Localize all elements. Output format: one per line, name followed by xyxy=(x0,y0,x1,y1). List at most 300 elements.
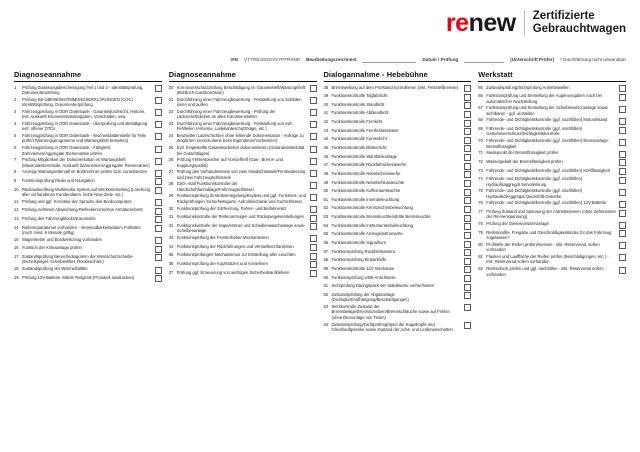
item-checkbox[interactable] xyxy=(310,270,317,277)
item-checkbox[interactable] xyxy=(464,128,471,135)
item-number: 27 xyxy=(168,169,174,175)
item-number: 22 xyxy=(168,108,174,114)
item-checkbox[interactable] xyxy=(619,168,626,175)
item-checkbox[interactable] xyxy=(464,189,471,196)
item-checkbox[interactable] xyxy=(310,223,317,230)
item-number: 41 xyxy=(323,110,329,116)
list-item xyxy=(324,128,472,136)
item-checkbox[interactable] xyxy=(619,139,626,146)
item-text: Prüfung Möglichkeit der Dokumentation im Wartungsheft (Maximalerkennstufe, Auskunft Zahnriemen/Aggregater Riemenarten) xyxy=(22,157,150,168)
item-text: Funktionskontrolle Signalhorn xyxy=(331,240,387,246)
checklist-items xyxy=(478,85,626,278)
item-number: 28 xyxy=(168,181,174,187)
item-text: Funktionsprüfungen Mechanismus zur Einstellung aller Leuchten xyxy=(176,252,296,258)
item-text: Reifendruck prüfen und ggf. nachfüllen - inkl. Reserverad sofern vorhanden xyxy=(486,266,604,277)
item-checkbox[interactable] xyxy=(464,266,471,273)
item-number: 30 xyxy=(168,205,174,211)
item-checkbox[interactable] xyxy=(155,275,162,282)
column-title: Dialogannahme - Hebebühne xyxy=(324,70,472,82)
column-title: Diagnoseannahme xyxy=(169,70,317,82)
item-number: 64 xyxy=(323,321,329,327)
item-checkbox[interactable] xyxy=(464,304,471,311)
item-checkbox[interactable] xyxy=(464,137,471,144)
item-number: 43 xyxy=(323,127,329,133)
item-number: 34 xyxy=(168,243,174,249)
item-number: 12 xyxy=(14,207,19,213)
item-checkbox[interactable] xyxy=(619,151,626,158)
item-checkbox[interactable] xyxy=(155,85,162,92)
item-number: 75 xyxy=(478,188,483,194)
item-text: Prüfung ggf. Erneuerung von wichtigen Sicherheitsaufklebern xyxy=(176,269,290,275)
item-number: 18 xyxy=(14,266,19,272)
list-item xyxy=(478,188,626,199)
item-text: Funktionskontrolle Abblendlicht xyxy=(331,110,389,116)
item-checkbox[interactable] xyxy=(155,97,162,104)
item-number: 69 xyxy=(478,126,483,131)
list-item xyxy=(169,261,317,269)
item-checkbox[interactable] xyxy=(464,145,471,152)
list-item xyxy=(324,197,472,205)
item-text: Führende- und Dichtigkeitskontrolle (ggf. nachfüllen) Hydrauliköl/Aggregat Quickshift-Getriebe xyxy=(486,188,583,199)
item-text: Korrosionsschutzprüfung Beschädigung im Garantieheft/Wartungsheft (Bohlloch-/Lackkorrosion) xyxy=(176,84,306,95)
list-item xyxy=(169,223,317,234)
item-checkbox[interactable] xyxy=(155,170,162,177)
item-checkbox[interactable] xyxy=(155,237,162,244)
item-checkbox[interactable] xyxy=(619,118,626,125)
list-item xyxy=(14,225,162,236)
item-number: 32 xyxy=(168,222,174,228)
item-number: 60 xyxy=(323,274,329,280)
list-item xyxy=(169,244,317,252)
brand-tagline xyxy=(533,10,626,36)
list-item xyxy=(14,97,162,108)
item-text: Prüfung 12V-Batterie mittels Testgerät (Protokoll ausdrucken) xyxy=(22,274,135,280)
item-text: Gebr.-stall Funktionskontrolle der Handschuhfachablage/Fahrzeugschlüssel xyxy=(176,181,254,192)
item-number: 59 xyxy=(323,265,329,271)
list-item xyxy=(324,283,472,291)
column-title: Diagnoseannahme xyxy=(14,70,162,82)
item-checkbox[interactable] xyxy=(155,208,162,215)
item-text: Funktionskontrolle Blinkerlicht xyxy=(331,144,387,150)
item-number: 49 xyxy=(323,179,329,185)
item-checkbox[interactable] xyxy=(310,85,317,92)
item-text: Funktionskontrolle 12V-Steckdose xyxy=(331,265,395,271)
item-checkbox[interactable] xyxy=(464,322,471,329)
item-checkbox[interactable] xyxy=(310,244,317,251)
item-number: 6 xyxy=(14,145,17,151)
item-checkbox[interactable] xyxy=(464,258,471,265)
vin-value: VT7FEUGDGVYYPFRXNR xyxy=(244,57,301,62)
list-item xyxy=(14,245,162,253)
item-checkbox[interactable] xyxy=(464,249,471,256)
item-checkbox[interactable] xyxy=(619,267,626,274)
item-checkbox[interactable] xyxy=(619,254,626,261)
item-number: 26 xyxy=(168,157,174,163)
item-number: 56 xyxy=(323,240,329,246)
item-number: 76 xyxy=(478,200,483,206)
item-checkbox[interactable] xyxy=(155,158,162,165)
list-item xyxy=(169,235,317,243)
list-item xyxy=(14,237,162,245)
item-number: 57 xyxy=(323,248,329,254)
list-item xyxy=(324,171,472,179)
item-text: Führende- und Dichtigkeitskontrolle (ggf. nachfüllen) Hydraulikaggregat Servolenkung xyxy=(486,176,583,187)
item-number: 61 xyxy=(323,283,329,289)
list-item xyxy=(324,102,472,110)
item-checkbox[interactable] xyxy=(310,261,317,268)
item-text: Funktionskontrolle Nebelscheinwerfer xyxy=(331,170,401,176)
item-text: Fahrzeugprüfung in ODR Datenbank - Fähigkeit Zahnriemen/Aggregate Riemenarten prüfen xyxy=(22,145,110,156)
brand-tagline-line2: Gebrauchtwagen xyxy=(532,23,626,36)
column-dialogannahme-hebebuehne xyxy=(324,70,472,334)
item-number: 51 xyxy=(323,196,329,202)
item-text: Fahrzeugprüfung in ODR Datenbank - Überprüfung und Bestätigung evtl. offener DTCs xyxy=(22,120,148,132)
item-number: 10 xyxy=(14,186,19,192)
list-item xyxy=(478,105,626,116)
item-number: 78 xyxy=(478,221,483,227)
list-item xyxy=(324,249,472,257)
item-number: 82 xyxy=(478,266,483,272)
item-number: 1 xyxy=(14,84,17,90)
item-text: Funktionskontrolle Fernlicht xyxy=(331,119,383,125)
item-checkbox[interactable] xyxy=(310,253,317,260)
item-text: Profiltiefe der Reifen prüfen/messen - inkl. Reserverad, sofern vorhanden xyxy=(486,241,600,253)
item-checkbox[interactable] xyxy=(155,225,162,232)
date-label: Datum / Prüfung xyxy=(422,57,459,62)
item-number: 13 xyxy=(14,215,19,221)
item-number: 47 xyxy=(323,162,329,168)
list-item xyxy=(14,266,162,274)
item-text: Funktionsprüfung der Rückführungen und Verstellmechanismen xyxy=(176,243,294,249)
item-checkbox[interactable] xyxy=(619,106,626,113)
item-text: Fahrzeugprüfung in ODR Datenbank - Garantiedurchsicht, Historie, evtl. Auskunft Kilometerstandangaben, Vorschäden, usw. xyxy=(22,108,146,120)
date-field[interactable] xyxy=(464,56,504,63)
item-text: Zustandsprüfung der Wischerblätter xyxy=(22,266,88,272)
list-item xyxy=(169,157,317,168)
list-item xyxy=(478,176,626,187)
list-item xyxy=(324,136,472,144)
list-item xyxy=(169,145,317,156)
item-text: Funktionsprüfung der Fensterheber-Mechanismen xyxy=(176,234,269,240)
list-item xyxy=(478,126,626,137)
item-checkbox[interactable] xyxy=(310,206,317,213)
item-checkbox[interactable] xyxy=(464,275,471,282)
list-item xyxy=(324,205,472,213)
item-text: Funktionskontrolle Instrumentenbeleuchtung xyxy=(331,222,413,228)
item-text: Durchführung einer Fahrzeugbewertung - Feststellung von evtl. Fehlteilen (Antenne, Ladekanteschutzbügel, etc.) xyxy=(176,120,293,132)
editor-field[interactable] xyxy=(362,56,416,63)
item-text: Führende- und Dichtigkeitskontrolle (ggf. nachfüllen) Motorölstand xyxy=(486,117,608,123)
item-text: Funktionskontrolle Warnblinkanlage xyxy=(331,153,397,159)
item-number: 31 xyxy=(168,214,174,220)
item-checkbox[interactable] xyxy=(464,284,471,291)
item-text: Funktionsprüfung Zentralverriegelung/Keyless und ggf. Funktions- und Rückprüfungen Sicherheitsgurte, Aufrollmechanik und Gurtschlösser xyxy=(176,193,306,204)
item-checkbox[interactable] xyxy=(464,223,471,230)
item-number: 46 xyxy=(323,153,329,159)
item-checkbox[interactable] xyxy=(310,133,317,140)
item-number: 19 xyxy=(14,274,19,280)
item-number: 40 xyxy=(323,101,329,107)
item-number: 23 xyxy=(168,120,174,126)
item-text: Rückauskunftung Multimedia System auf Werkseinstellung (Löschung aller vorhandenen Kundendaten, letzte Navi-Ziele, etc.) xyxy=(22,186,151,198)
list-item xyxy=(169,169,317,180)
item-checkbox[interactable] xyxy=(464,292,471,299)
checklist-items xyxy=(169,85,317,278)
item-text: Anzeige Wartungsintervall im Bordrechner prüfen bzw. zurücksetzen xyxy=(22,169,148,175)
item-text: Prüfung des Fahrzeugblocks/Karosserie xyxy=(22,215,96,221)
item-number: 70 xyxy=(478,138,483,144)
list-item xyxy=(324,188,472,196)
item-text: Funktionskontrolle Kurvenlicht xyxy=(331,136,387,142)
list-item xyxy=(14,109,162,120)
item-number: 21 xyxy=(168,96,174,102)
item-checkbox[interactable] xyxy=(155,178,162,185)
list-item xyxy=(14,121,162,132)
item-checkbox[interactable] xyxy=(310,194,317,201)
item-number: 37 xyxy=(168,269,174,275)
item-text: Funktionskontrolle der Hupe/Hörner und Scheibenwaschanlage sowie Scheibenanlage xyxy=(176,222,305,234)
item-checkbox[interactable] xyxy=(155,133,162,140)
item-checkbox[interactable] xyxy=(155,246,162,253)
item-checkbox[interactable] xyxy=(619,177,626,184)
item-text: Funktionskontrolle Rückfahrscheinwerfer xyxy=(331,162,407,168)
item-checkbox[interactable] xyxy=(155,254,162,261)
item-number: 39 xyxy=(323,93,329,99)
list-item xyxy=(478,209,626,220)
item-number: 81 xyxy=(478,253,483,259)
item-number: 73 xyxy=(478,167,483,173)
list-item xyxy=(324,162,472,170)
item-number: 52 xyxy=(323,205,329,211)
item-checkbox[interactable] xyxy=(619,210,626,217)
item-number: 63 xyxy=(323,303,329,309)
item-checkbox[interactable] xyxy=(619,159,626,166)
item-text: Führende- und Dichtigkeitskontrolle (ggf. nachfüllen) 12V-Batterie xyxy=(486,200,607,206)
list-item xyxy=(14,133,162,144)
item-text: Funktionskontrolle Anzeigeinstrumente xyxy=(331,231,403,237)
item-checkbox[interactable] xyxy=(310,182,317,189)
item-text: Durchführung einer Fahrzeugbewertung - Feststellung von Schäden innen und außen xyxy=(176,96,302,108)
item-checkbox[interactable] xyxy=(155,109,162,116)
item-number: 14 xyxy=(14,224,19,230)
item-checkbox[interactable] xyxy=(310,109,317,116)
checklist-items xyxy=(14,85,162,283)
item-checkbox[interactable] xyxy=(464,111,471,118)
item-number: 7 xyxy=(14,157,17,163)
item-text: Prüfung Zulassungsbescheinigung Teil 1 und 2 - Identitätsprüfung, Dokumentenprüfung xyxy=(22,84,144,95)
item-text: Funktionskontrolle Kofferraumleuchte xyxy=(331,188,401,194)
list-item xyxy=(478,242,626,253)
list-item xyxy=(478,254,626,265)
item-number: 55 xyxy=(323,231,329,237)
list-item xyxy=(324,180,472,188)
list-item xyxy=(478,168,626,176)
item-text: Reifenprofile, Freigabe und Gleichmäßigkeitsindex für das Fahrzeug zugelassen? xyxy=(486,229,612,241)
item-number: 8 xyxy=(14,169,17,175)
item-number: 53 xyxy=(323,214,329,220)
item-text: Durchführung einer Fahrzeugbewertung - Prüfung der Lackschichtdicken an allen Karosserieteilen xyxy=(176,108,276,120)
item-number: 3 xyxy=(14,108,17,114)
item-number: 29 xyxy=(168,193,174,199)
item-checkbox[interactable] xyxy=(619,222,626,229)
list-item xyxy=(169,133,317,144)
item-number: 15 xyxy=(14,236,19,242)
item-number: 72 xyxy=(478,158,483,164)
item-checkbox[interactable] xyxy=(310,235,317,242)
list-item xyxy=(324,231,472,239)
item-checkbox[interactable] xyxy=(310,146,317,153)
list-item xyxy=(324,322,472,333)
list-item xyxy=(324,275,472,283)
item-text: Prüfung Zustand und Spannung der Antriebsriemen (ohne Zahnriemen der Riemenspannung) xyxy=(486,209,616,220)
list-item xyxy=(169,206,317,214)
item-text: Führende- und Dichtigkeitskontrolle (ggf. nachfüllen) Kühlflüssigkeit xyxy=(486,167,610,173)
item-checkbox[interactable] xyxy=(464,154,471,161)
list-item xyxy=(478,150,626,158)
item-text: Führende- und Dichtigkeitskontrolle (ggf. nachfüllen) Getriebeverschluss/Dichtigkeitskontrolle xyxy=(486,126,583,137)
item-text: Funktionsprüfung Einparkhilfe xyxy=(331,257,387,263)
item-checkbox[interactable] xyxy=(464,94,471,101)
item-text: Prüfung und ggf. Korrektur der Sprache des Bordcomputers xyxy=(22,198,132,204)
item-text: Funktionskontrolle Bremsleuchten/dritte Bremsleuchte xyxy=(331,214,431,220)
list-item xyxy=(478,159,626,167)
item-number: 5 xyxy=(14,132,17,138)
list-item xyxy=(478,200,626,208)
page-header xyxy=(14,10,626,54)
item-checkbox[interactable] xyxy=(464,120,471,127)
item-checkbox[interactable] xyxy=(464,163,471,170)
item-text: Fahrzeugprüfung in ODR Datenbank - Wochenblattenstelle für Teile prüfen (Wartungsprogramme und Wartungsheft bestehen) xyxy=(22,132,146,144)
item-text: Prüfung Auftreten Abweichung Reifenkennzeichen Armaturenbrett xyxy=(22,207,143,213)
item-text: Flanken und Lauffläche der Reifen prüfen (Beschädigungen, etc.) - inkl. Reserverad sofern vorhanden xyxy=(486,253,609,265)
item-checkbox[interactable] xyxy=(464,241,471,248)
item-checkbox[interactable] xyxy=(310,215,317,222)
brand-logo xyxy=(446,10,626,36)
list-item xyxy=(14,157,162,168)
item-checkbox[interactable] xyxy=(619,127,626,134)
item-text: Funktionsprüfung USB-Anschlüsse xyxy=(331,274,396,280)
item-checkbox[interactable] xyxy=(464,232,471,239)
list-item xyxy=(169,109,317,120)
list-item xyxy=(14,85,162,96)
item-number: 11 xyxy=(14,198,19,204)
item-text: Sichtkontrolle Zustand der Bremsbeläge/Bremsscheiben/Bremsschläuche sowie auf Fehlen (ohne Demontage von Teilen) xyxy=(331,303,450,320)
item-checkbox[interactable] xyxy=(155,199,162,206)
item-number: 9 xyxy=(14,177,17,183)
item-checkbox[interactable] xyxy=(155,267,162,274)
list-item xyxy=(324,266,472,274)
list-item xyxy=(169,97,317,108)
item-text: Zustandsprüfung/Sichtprüfung Antriebswellen xyxy=(486,84,570,90)
item-text: Funktionsprüfung und Einstellung der Augenvorgaben nach bei automatischer Nachstellung xyxy=(486,93,602,104)
item-number: 58 xyxy=(323,257,329,263)
item-checkbox[interactable] xyxy=(310,121,317,128)
item-number: 45 xyxy=(323,144,329,150)
item-checkbox[interactable] xyxy=(619,201,626,208)
item-text: Zustandsprüfung Bereichsdiagramm der Windschutzscheibe (Eichelspiegel, Scheibenlifter, Rückleuchten) xyxy=(22,253,133,265)
list-item xyxy=(14,254,162,265)
item-checkbox[interactable] xyxy=(464,215,471,222)
list-item xyxy=(169,181,317,192)
item-checkbox[interactable] xyxy=(619,94,626,101)
item-checkbox[interactable] xyxy=(310,97,317,104)
item-checkbox[interactable] xyxy=(464,171,471,178)
item-text: Funktionskontrolle Standlicht xyxy=(331,101,385,107)
item-text: Funktionsprüfung Radio und Navigation xyxy=(22,177,95,183)
item-number: 35 xyxy=(168,252,174,258)
column-diagnoseannahme-1 xyxy=(14,70,162,334)
item-text: Führende- und Dichtigkeitskontrolle (ggf. nachfüllen) Bremsanlage-Bremsflüssigkeit xyxy=(486,138,610,149)
item-number: 24 xyxy=(168,132,174,138)
item-text: Funktion der Klimaanlage prüfen xyxy=(22,245,82,251)
item-number: 65 xyxy=(478,84,483,90)
item-checkbox[interactable] xyxy=(155,216,162,223)
vin-bar xyxy=(14,56,626,63)
item-checkbox[interactable] xyxy=(464,85,471,92)
item-text: Wassergehalt der Bremsflüssigkeit prüfen xyxy=(486,158,563,164)
item-text: Prüfung des Vorhandenseins von zwei Handschlüsselt/Fernbedienung und zwei Fahrzeugschlüsseln xyxy=(176,169,306,180)
renew-wordmark xyxy=(445,8,516,37)
item-number: 2 xyxy=(14,96,17,102)
item-number: 4 xyxy=(14,120,17,126)
list-item xyxy=(324,154,472,162)
list-item xyxy=(324,214,472,222)
list-item xyxy=(169,121,317,132)
item-checkbox[interactable] xyxy=(464,206,471,213)
item-checkbox[interactable] xyxy=(619,189,626,196)
editor-label: Bearbeitungszeichnest xyxy=(306,57,357,62)
item-checkbox[interactable] xyxy=(155,187,162,194)
item-text: Funktionsprüfung Rückfahrkamera xyxy=(331,248,396,254)
item-checkbox[interactable] xyxy=(619,242,626,249)
list-item xyxy=(478,230,626,241)
item-text: Prüfung KB-ÜBEREINSTIMMUNGSERKLÄRUNGEN (COC) - Identitätsprüfung, Dokumentenprüfung xyxy=(22,96,136,108)
item-text: Prüfung Fehlerspeicher auf Vorsorfheft (Gas-, Brems-,und Kupplungspedal) xyxy=(176,157,284,168)
item-number: 20 xyxy=(168,84,174,90)
item-number: 80 xyxy=(478,241,483,247)
item-checkbox[interactable] xyxy=(464,197,471,204)
item-checkbox[interactable] xyxy=(464,180,471,187)
item-checkbox[interactable] xyxy=(464,102,471,109)
list-item xyxy=(324,304,472,320)
item-checkbox[interactable] xyxy=(310,170,317,177)
list-item xyxy=(478,93,626,104)
item-checkbox[interactable] xyxy=(155,121,162,128)
list-item xyxy=(14,207,162,215)
item-text: Funktionskontrolle Nebelschlussleuchte xyxy=(331,179,405,185)
list-item xyxy=(324,257,472,265)
column-title: Werkstatt xyxy=(478,70,626,82)
list-item xyxy=(169,85,317,96)
list-item xyxy=(478,138,626,149)
item-checkbox[interactable] xyxy=(619,230,626,237)
item-text: Funktionskontrolle Fernlichtassistent xyxy=(331,127,399,133)
checklist-items xyxy=(324,85,472,333)
item-text: Zustandsprüfung der Abgasanlage (Dichtigkeit/Aufhängung/Beschädigungen) xyxy=(331,291,409,303)
logo-new-text: new xyxy=(468,8,516,37)
item-number: 25 xyxy=(168,145,174,151)
list-item xyxy=(324,223,472,231)
list-item xyxy=(324,292,472,303)
item-checkbox[interactable] xyxy=(310,158,317,165)
logo-re-text: re xyxy=(445,8,469,37)
item-number: 17 xyxy=(14,253,19,259)
item-checkbox[interactable] xyxy=(619,85,626,92)
item-checkbox[interactable] xyxy=(155,146,162,153)
checklist-columns xyxy=(14,70,626,334)
list-item xyxy=(478,266,626,277)
item-text: Reifenreparaturset vorhanden - Verwendbarkeitsdatum Füllmittel (noch mind. 6 Monate gültig) xyxy=(22,224,141,236)
